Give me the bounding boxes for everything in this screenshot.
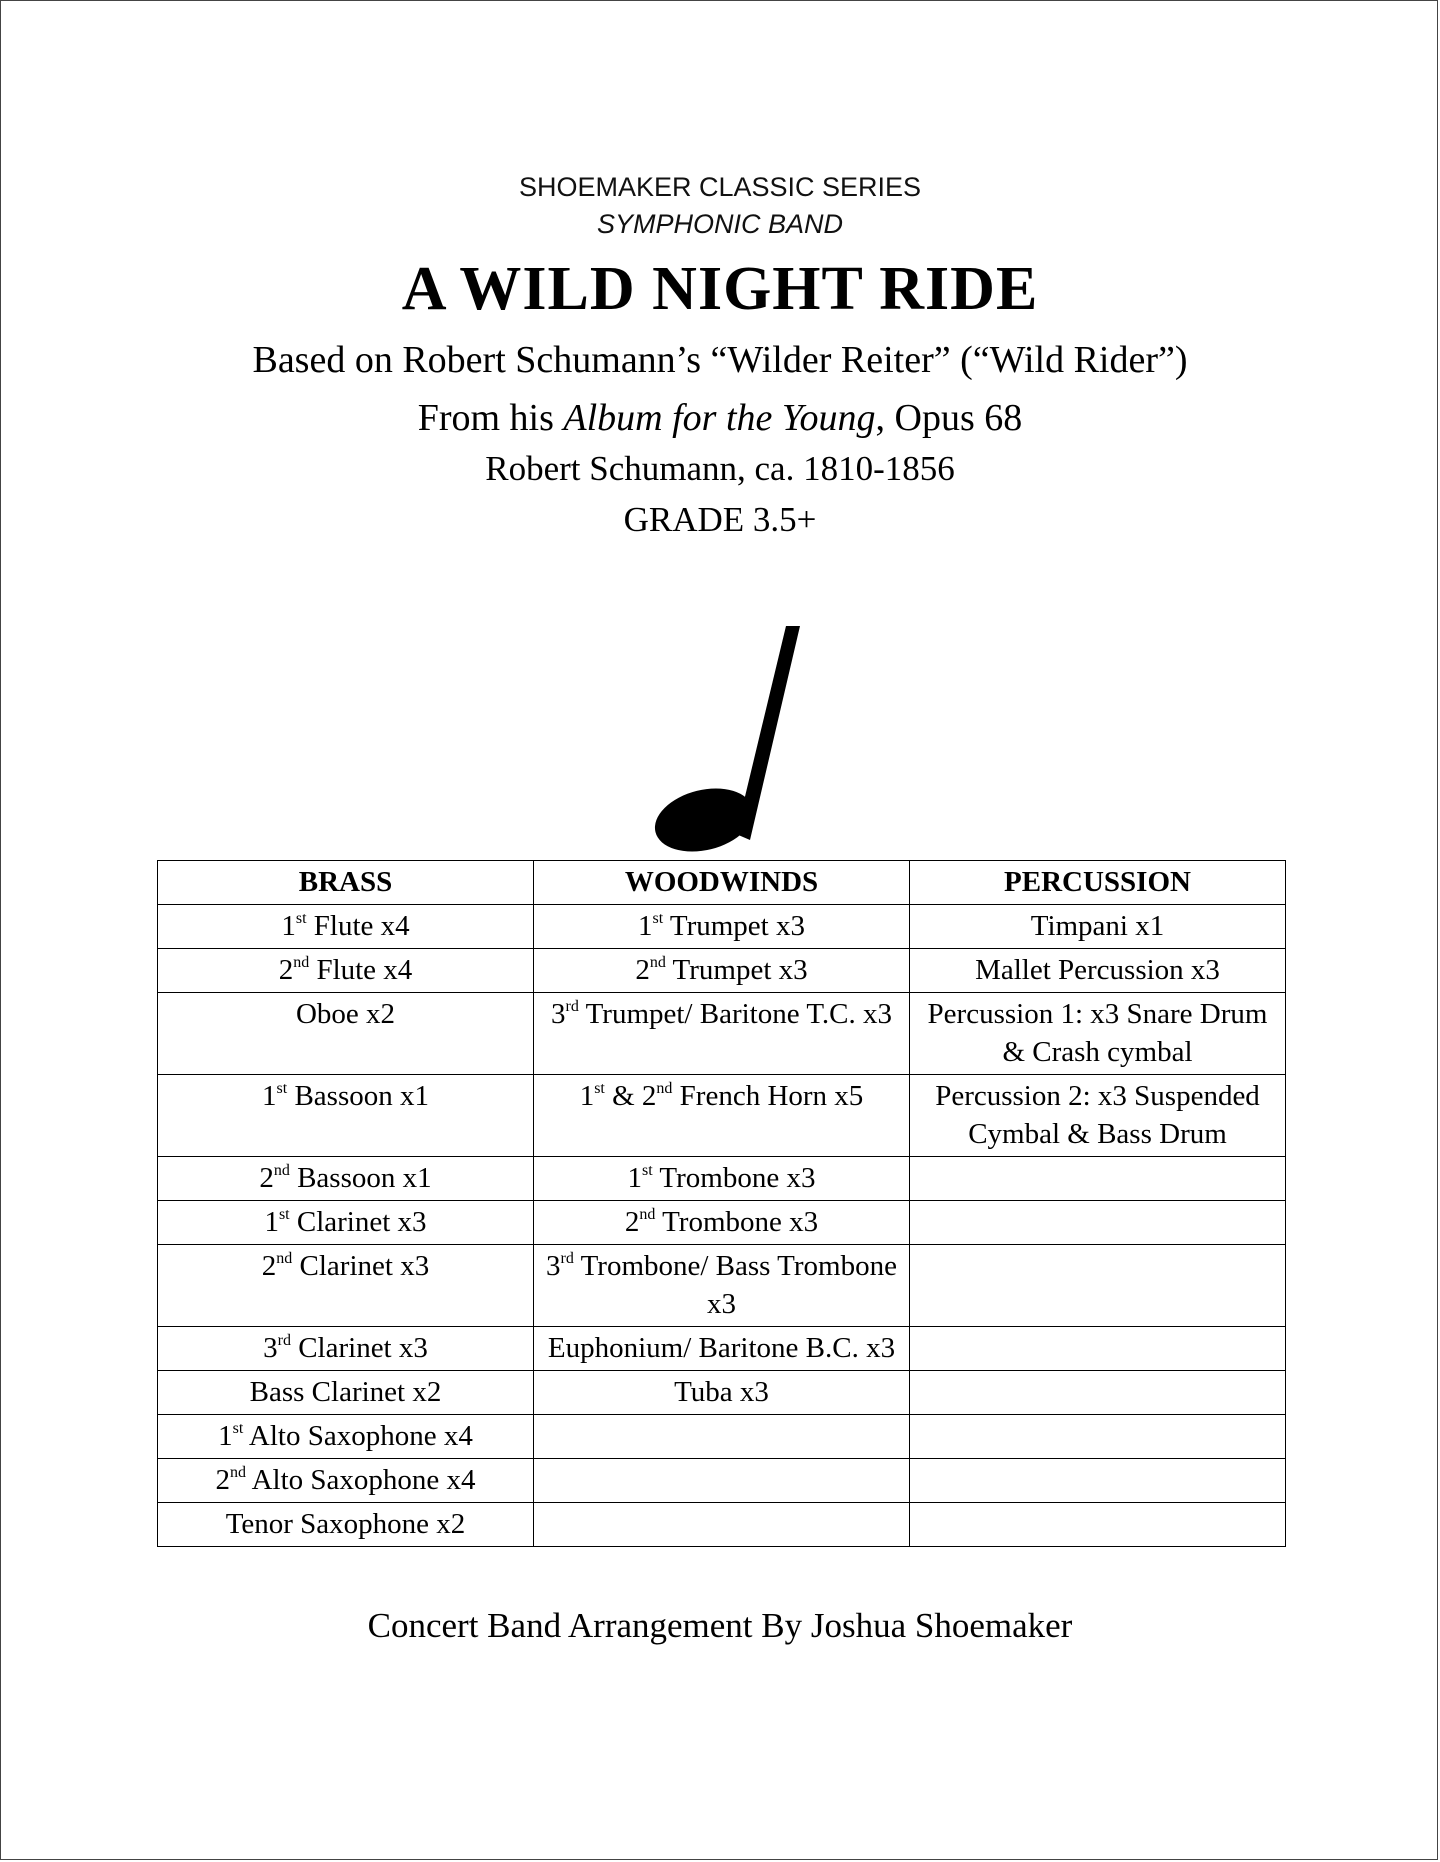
instrument-label: Percussion 2: x3 Suspended Cymbal & Bass Drum xyxy=(935,1080,1260,1150)
subtitle: Based on Robert Schumann’s “Wilder Reiter” (“Wild Rider”) xyxy=(252,339,1188,381)
table-row xyxy=(158,993,1286,1075)
cell-brass xyxy=(158,1075,534,1157)
cell-brass xyxy=(158,1415,534,1459)
ordinal-number: 3 xyxy=(546,1250,561,1282)
cell-woodwinds xyxy=(534,1075,910,1157)
ordinal-number: 2 xyxy=(624,1206,640,1238)
cell-brass xyxy=(158,905,534,949)
cell-percussion xyxy=(910,1201,1286,1245)
cell-percussion xyxy=(910,1157,1286,1201)
ordinal-number: 2 xyxy=(635,954,650,986)
cell-percussion xyxy=(910,1371,1286,1415)
ordinal-suffix: st xyxy=(594,1080,605,1097)
table-row xyxy=(158,1459,1286,1503)
instrument-label: Trumpet x3 xyxy=(663,910,805,942)
cell-woodwinds xyxy=(534,949,910,993)
instrument-label: Alto Saxophone x4 xyxy=(243,1420,473,1452)
instrument-label: Timpani x1 xyxy=(1030,910,1165,942)
instrument-label: Trumpet x3 xyxy=(665,954,808,986)
table-row xyxy=(158,1157,1286,1201)
ordinal-number: 1 xyxy=(264,1206,279,1238)
cell-percussion xyxy=(910,1245,1286,1327)
ordinal-suffix: nd xyxy=(229,1464,246,1481)
cell-woodwinds xyxy=(534,1459,910,1503)
cell-brass xyxy=(158,993,534,1075)
table-row xyxy=(158,1075,1286,1157)
cell-woodwinds xyxy=(534,1327,910,1371)
table-row xyxy=(158,1327,1286,1371)
cell-woodwinds xyxy=(534,1245,910,1327)
instrument-label: Bass Clarinet x2 xyxy=(249,1376,442,1408)
instrumentation-table xyxy=(157,860,1286,1547)
cell-brass xyxy=(158,1245,534,1327)
instrument-label: Mallet Percussion x3 xyxy=(975,954,1220,986)
table-row xyxy=(158,1245,1286,1327)
ordinal-suffix: nd xyxy=(273,1162,290,1179)
page-title: A WILD NIGHT RIDE xyxy=(401,255,1039,323)
table-row xyxy=(158,1201,1286,1245)
ordinal-suffix: nd xyxy=(276,1250,293,1267)
instrument-label: Oboe x2 xyxy=(295,998,396,1030)
table-row xyxy=(158,949,1286,993)
instrument-label: Flute x4 xyxy=(309,954,413,986)
instrument-label: Bassoon x1 xyxy=(287,1080,429,1112)
source-line xyxy=(0,396,1440,440)
ordinal-number: 2 xyxy=(259,1162,274,1194)
ordinal-joiner: & 2 xyxy=(604,1080,657,1112)
column-header-percussion: PERCUSSION xyxy=(910,861,1286,905)
composer-line: Robert Schumann, ca. 1810-1856 xyxy=(485,449,955,488)
instrument-label: Bassoon x1 xyxy=(289,1162,432,1194)
cell-percussion xyxy=(910,1503,1286,1547)
instrument-label: Flute x4 xyxy=(306,910,410,942)
ordinal-suffix: st xyxy=(278,1206,290,1223)
cell-percussion xyxy=(910,1459,1286,1503)
table-row xyxy=(158,1371,1286,1415)
ordinal-number: 1 xyxy=(218,1420,233,1452)
ordinal-number: 3 xyxy=(551,998,566,1030)
ordinal-number: 2 xyxy=(278,954,294,986)
ordinal-suffix: rd xyxy=(277,1332,291,1349)
ordinal-number: 1 xyxy=(638,910,653,942)
ordinal-number: 2 xyxy=(215,1464,230,1496)
cell-brass xyxy=(158,1371,534,1415)
ordinal-number: 1 xyxy=(262,1080,277,1112)
instrument-label: Clarinet x3 xyxy=(289,1206,427,1238)
arranger-credit: Concert Band Arrangement By Joshua Shoemaker xyxy=(367,1606,1073,1645)
quarter-note-icon xyxy=(640,620,810,860)
source-prefix: From his xyxy=(417,397,564,439)
ordinal-suffix: st xyxy=(642,1162,653,1179)
table-row xyxy=(158,1503,1286,1547)
instrument-label: Clarinet x3 xyxy=(290,1332,428,1364)
instrument-label: Trumpet/ Baritone T.C. x3 xyxy=(578,998,892,1030)
ordinal-number: 1 xyxy=(281,910,296,942)
cell-woodwinds xyxy=(534,1371,910,1415)
column-header-woodwinds: WOODWINDS xyxy=(534,861,910,905)
ordinal-number: 1 xyxy=(627,1162,643,1194)
ordinal-suffix: rd xyxy=(565,998,579,1015)
ordinal-suffix: nd xyxy=(656,1080,673,1097)
cell-woodwinds xyxy=(534,1503,910,1547)
series-subtitle: SYMPHONIC BAND xyxy=(596,209,844,239)
instrument-label: Percussion 1: x3 Snare Drum & Crash cymbal xyxy=(927,998,1268,1068)
cell-woodwinds xyxy=(534,1157,910,1201)
cell-percussion xyxy=(910,1415,1286,1459)
cell-brass xyxy=(158,1459,534,1503)
ordinal-suffix: st xyxy=(232,1420,244,1437)
ordinal-suffix: st xyxy=(276,1080,288,1097)
ordinal-number: 1 xyxy=(579,1080,595,1112)
cell-brass xyxy=(158,1503,534,1547)
ordinal-suffix: nd xyxy=(293,954,310,971)
table-row xyxy=(158,1415,1286,1459)
cell-woodwinds xyxy=(534,1201,910,1245)
source-suffix: , Opus 68 xyxy=(875,397,1023,439)
cell-brass xyxy=(158,1201,534,1245)
ordinal-suffix: nd xyxy=(639,1206,656,1223)
cell-brass xyxy=(158,1327,534,1371)
cell-percussion xyxy=(910,905,1286,949)
cell-percussion xyxy=(910,993,1286,1075)
cell-woodwinds xyxy=(534,1415,910,1459)
table-header-row xyxy=(158,861,1286,905)
instrument-label: Euphonium/ Baritone B.C. x3 xyxy=(547,1332,896,1364)
cell-percussion xyxy=(910,1075,1286,1157)
table-row xyxy=(158,905,1286,949)
instrument-label: Clarinet x3 xyxy=(292,1250,430,1282)
ordinal-number: 2 xyxy=(261,1250,277,1282)
cell-brass xyxy=(158,949,534,993)
ordinal-suffix: rd xyxy=(560,1250,574,1267)
instrument-label: Alto Saxophone x4 xyxy=(245,1464,476,1496)
column-header-brass: BRASS xyxy=(158,861,534,905)
ordinal-suffix: nd xyxy=(649,954,666,971)
instrument-label: French Horn x5 xyxy=(672,1080,864,1112)
ordinal-number: 3 xyxy=(263,1332,278,1364)
table-body xyxy=(158,905,1286,1547)
ordinal-suffix: st xyxy=(652,910,664,927)
series-name: SHOEMAKER CLASSIC SERIES xyxy=(518,172,922,202)
cell-percussion xyxy=(910,949,1286,993)
instrument-label: Trombone/ Bass Trombone x3 xyxy=(573,1250,897,1320)
instrument-label: Tuba x3 xyxy=(674,1376,769,1408)
grade-label: GRADE 3.5+ xyxy=(623,500,817,539)
album-title: Album for the Young xyxy=(563,397,876,439)
cell-woodwinds xyxy=(534,905,910,949)
instrument-label: Tenor Saxophone x2 xyxy=(225,1508,466,1540)
instrument-label: Trombone x3 xyxy=(652,1162,816,1194)
cell-percussion xyxy=(910,1327,1286,1371)
cell-woodwinds xyxy=(534,993,910,1075)
instrument-label: Trombone x3 xyxy=(655,1206,819,1238)
ordinal-suffix: st xyxy=(295,910,307,927)
cell-brass xyxy=(158,1157,534,1201)
